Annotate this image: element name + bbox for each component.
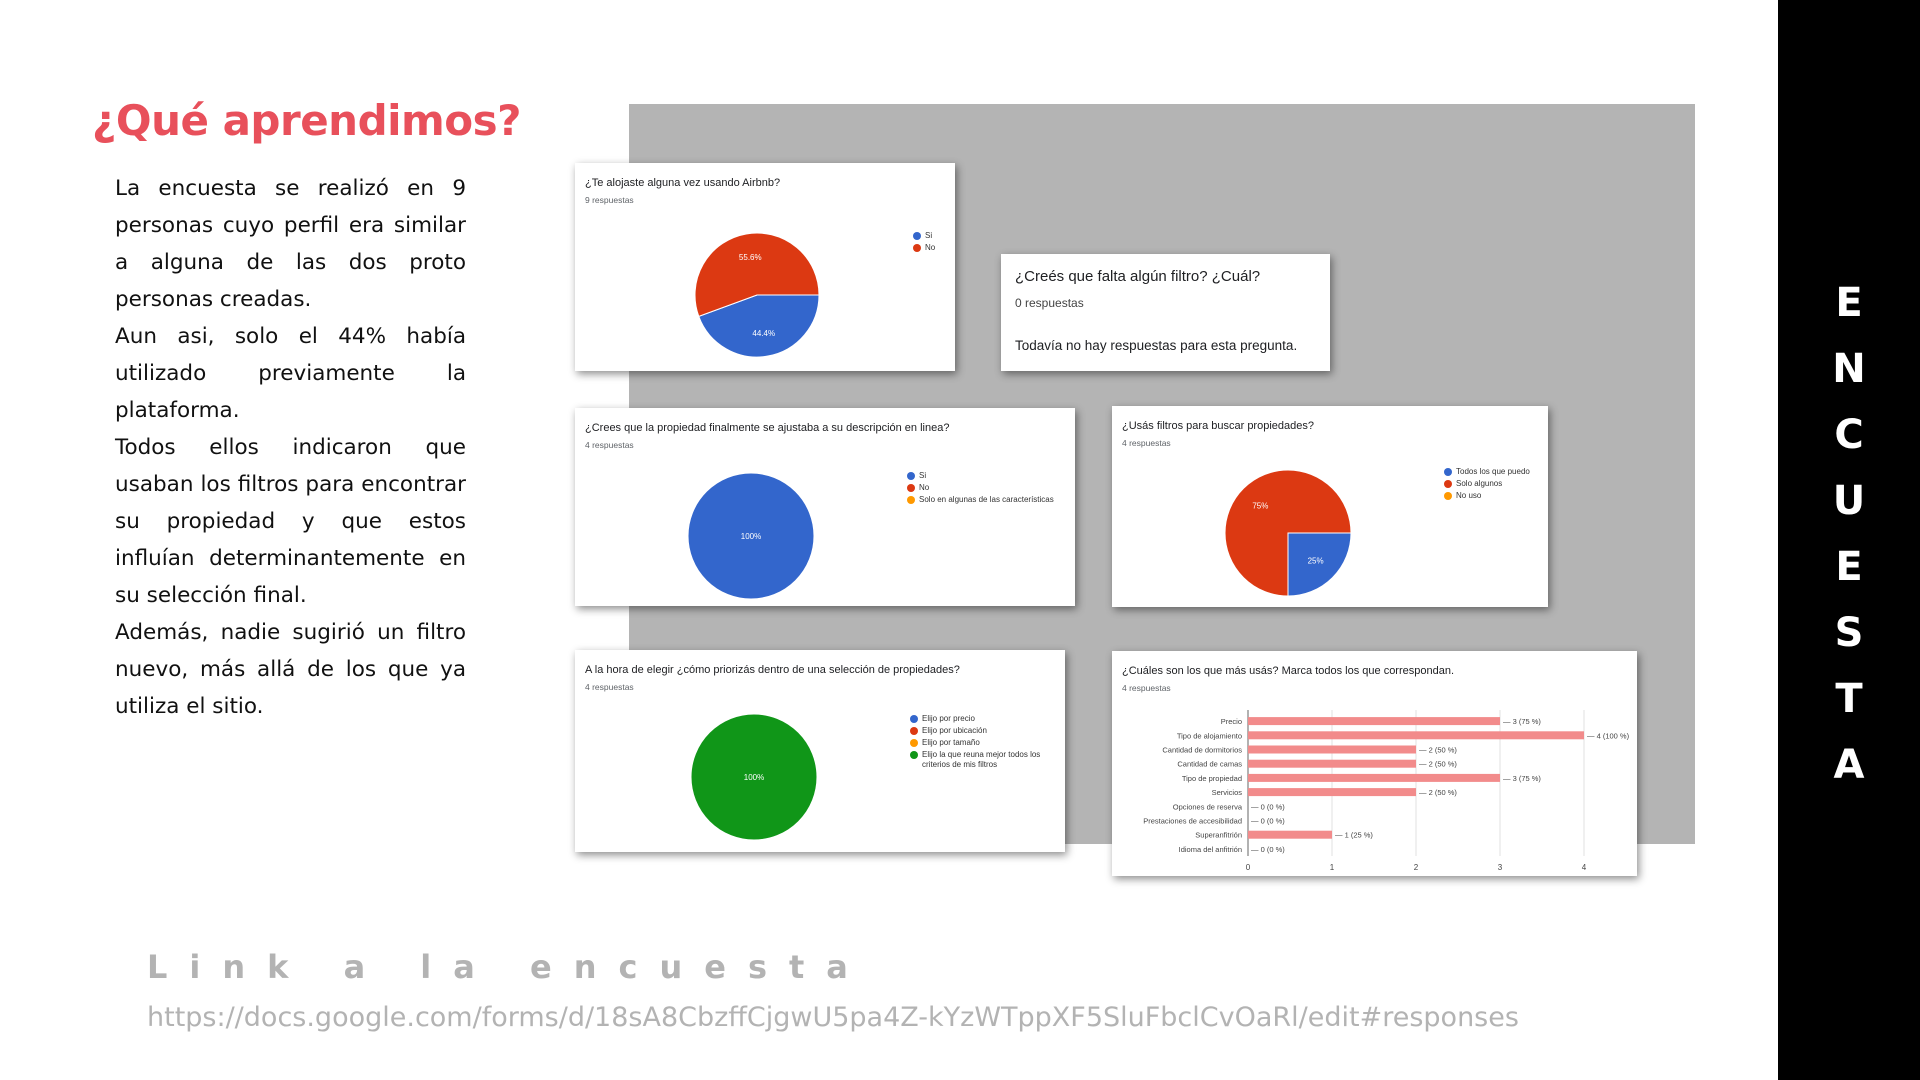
card-responses: 0 respuestas (1015, 296, 1084, 310)
bar-value-label: — 0 (0 %) (1251, 816, 1285, 826)
legend-label: Elijo la que reuna mejor todos los criterios de mis filtros (922, 750, 1041, 769)
paragraph-3: Todos ellos indicaron que usaban los filtros para encontrar su propiedad y que estos influían determinantemente en su selección final. (115, 435, 466, 608)
pie-slice-label: 55.6% (738, 253, 762, 263)
legend-label: Todos los que puedo (1456, 467, 1530, 476)
card-responses: 9 respuestas (585, 195, 634, 205)
y-category-label: Superanfitrión (1195, 830, 1242, 840)
card-airbnb (575, 163, 955, 371)
legend-label: No (919, 483, 930, 492)
y-category-label: Opciones de reserva (1172, 802, 1242, 812)
legend (910, 714, 1060, 773)
paragraph-1: La encuesta se realizó en 9 personas cuyo perfil era similar a alguna de las dos proto personas creadas. (115, 176, 466, 312)
y-category-label: Idioma del anfitrión (1178, 844, 1242, 854)
paragraph-2: Aun asi, solo el 44% había utilizado previamente la plataforma. (115, 324, 466, 423)
bar (1248, 788, 1416, 796)
pie-chart-usas-filtros (1112, 406, 1548, 607)
legend-label: Si (919, 471, 927, 480)
card-question: ¿Crees que la propiedad finalmente se ajustaba a su descripción en linea? (585, 422, 950, 434)
bar-value-label: — 3 (75 %) (1503, 717, 1541, 727)
card-question: ¿Cuáles son los que más usás? Marca todos los que correspondan. (1122, 665, 1455, 677)
x-tick-label: 2 (1413, 863, 1419, 872)
legend-item (1444, 467, 1530, 476)
legend-item (913, 243, 935, 252)
y-category-label: Tipo de alojamiento (1176, 731, 1242, 741)
legend-item (910, 750, 1060, 770)
bar (1248, 746, 1416, 754)
card-cuales (1112, 651, 1637, 876)
card-usas-filtros (1112, 406, 1548, 607)
pie-slice-label: 100% (740, 532, 762, 541)
bar-value-label: — 2 (50 %) (1419, 788, 1457, 798)
legend-label: Solo algunos (1456, 479, 1503, 488)
legend-item (907, 495, 1054, 504)
legend-item (910, 714, 1060, 723)
legend-item (907, 471, 1054, 480)
pie-slice-label: 44.4% (752, 328, 776, 338)
side-bar (1778, 0, 1920, 1080)
legend (907, 471, 1054, 507)
legend-label: Elijo por precio (922, 714, 975, 723)
card-responses: 4 respuestas (1122, 438, 1171, 448)
legend-item (907, 483, 1054, 492)
side-title (1778, 270, 1920, 798)
bar (1248, 774, 1500, 782)
legend-item (913, 231, 935, 240)
card-question: ¿Usás filtros para buscar propiedades? (1122, 420, 1314, 432)
legend-item (1444, 491, 1530, 500)
legend-label: No (925, 243, 936, 252)
y-category-label: Cantidad de camas (1177, 759, 1242, 769)
y-category-label: Precio (1220, 717, 1242, 727)
body-text (115, 170, 466, 725)
legend-label: Si (925, 231, 933, 240)
x-tick-label: 4 (1581, 863, 1587, 872)
bar-value-label: — 2 (50 %) (1419, 745, 1457, 755)
bar (1248, 760, 1416, 768)
legend-item (1444, 479, 1530, 488)
x-tick-label: 3 (1497, 863, 1503, 872)
side-letter: S (1834, 610, 1864, 656)
legend-label: Elijo por ubicación (922, 726, 987, 735)
card-filtro (1001, 254, 1330, 371)
bar (1248, 831, 1332, 839)
card-question: ¿Te alojaste alguna vez usando Airbnb? (585, 177, 781, 189)
bar-chart-cuales (1112, 651, 1637, 876)
side-letter: U (1832, 478, 1866, 524)
card-descripcion (575, 408, 1075, 606)
pie-chart-descripcion (575, 408, 1075, 606)
side-letter: N (1832, 346, 1866, 392)
card-responses: 4 respuestas (1122, 683, 1171, 693)
legend-label: Solo en algunas de las características (919, 495, 1054, 504)
bar-value-label: — 0 (0 %) (1251, 802, 1285, 812)
pie-slice-label: 25% (1307, 556, 1324, 566)
no-responses-message: Todavía no hay respuestas para esta pregunta. (1015, 338, 1298, 353)
y-category-label: Prestaciones de accesibilidad (1143, 816, 1242, 826)
bar-value-label: — 2 (50 %) (1419, 759, 1457, 769)
survey-link-label: Link a la encuesta (147, 948, 870, 986)
pie-slice-label: 100% (743, 773, 765, 782)
side-letter: T (1835, 676, 1863, 722)
legend (1444, 467, 1530, 503)
bar-value-label: — 3 (75 %) (1503, 773, 1541, 783)
card-responses: 4 respuestas (585, 440, 634, 450)
bar-value-label: — 4 (100 %) (1587, 731, 1630, 741)
card-responses: 4 respuestas (585, 682, 634, 692)
y-category-label: Cantidad de dormitorios (1162, 745, 1242, 755)
legend (913, 231, 935, 255)
card-question: A la hora de elegir ¿cómo priorizás dentro de una selección de propiedades? (585, 664, 960, 676)
bar (1248, 731, 1584, 739)
survey-link[interactable]: https://docs.google.com/forms/d/18sA8CbzffCjgwU5pa4Z-kYzWTppXF5SluFbclCvOaRl/edit#responses (147, 1002, 1519, 1033)
bar-value-label: — 0 (0 %) (1251, 844, 1285, 854)
y-category-label: Servicios (1211, 788, 1242, 798)
paragraph-4: Además, nadie sugirió un filtro nuevo, más allá de los que ya utiliza el sitio. (115, 620, 466, 719)
x-tick-label: 1 (1329, 863, 1335, 872)
side-letter: C (1834, 412, 1864, 458)
pie-slice-label: 75% (1252, 501, 1269, 511)
legend-label: No uso (1456, 491, 1482, 500)
card-question: ¿Creés que falta algún filtro? ¿Cuál? (1015, 268, 1261, 285)
side-letter: E (1835, 280, 1863, 326)
card-priorizas (575, 650, 1065, 852)
pie-chart-airbnb (575, 163, 955, 371)
y-category-label: Tipo de propiedad (1181, 773, 1242, 783)
legend-item (910, 726, 1060, 735)
page-title: ¿Qué aprendimos? (92, 96, 522, 145)
side-letter: E (1835, 544, 1863, 590)
x-tick-label: 0 (1245, 863, 1251, 872)
bar-value-label: — 1 (25 %) (1335, 830, 1373, 840)
legend-label: Elijo por tamaño (922, 738, 980, 747)
legend-item (910, 738, 1060, 747)
side-letter: A (1833, 742, 1865, 788)
bar (1248, 717, 1500, 725)
